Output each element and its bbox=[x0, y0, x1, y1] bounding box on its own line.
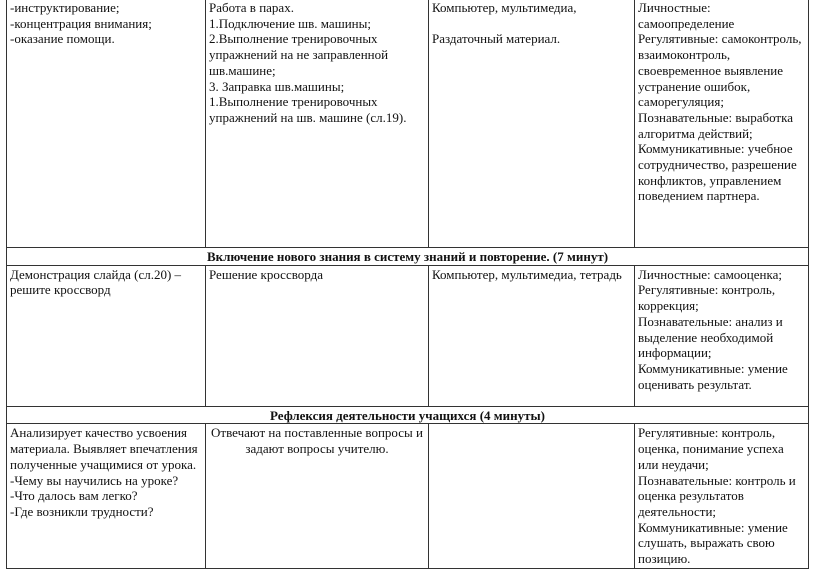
lesson-plan-table bbox=[6, 0, 809, 569]
student-activity-cell bbox=[206, 424, 429, 568]
teacher-activity-cell: Анализирует качество усвоения материала. Выявляет впечатления полученные учащимися от урока. -Чему вы научились на уроке? -Что далось вам легко? -Где возникли трудности? bbox=[7, 424, 206, 568]
results-cell: Регулятивные: контроль, оценка, понимание успеха или неудачи; Познавательные: контроль и оценка результатов деятельности; Коммуникативные: умение слушать, выражать свою позицию. bbox=[635, 424, 809, 568]
section-title: Включение нового знания в систему знаний и повторение. (7 минут) bbox=[7, 248, 809, 266]
student-activity-text: Отвечают на поставленные вопросы и задают вопросы учителю. bbox=[211, 425, 423, 457]
resources-cell: Компьютер, мультимедиа, тетрадь bbox=[429, 265, 635, 406]
section-header-row bbox=[7, 406, 809, 424]
resources-cell bbox=[429, 424, 635, 568]
teacher-activity-cell: -инструктирование; -концентрация внимания; -оказание помощи. bbox=[7, 0, 206, 248]
table-row bbox=[7, 0, 809, 248]
student-activity-cell: Решение кроссворда bbox=[206, 265, 429, 406]
section-title: Рефлексия деятельности учащихся (4 минуты) bbox=[7, 406, 809, 424]
results-cell: Личностные: самоопределение Регулятивные: самоконтроль, взаимоконтроль, своевременное выявление устранение ошибок, саморегуляция; Познавательные: выработка алгоритма действий; Коммуникативные: учебное сотрудничество, разрешение конфликтов, управлением поведением партнера. bbox=[635, 0, 809, 248]
resources-cell: Компьютер, мультимедиа, Раздаточный материал. bbox=[429, 0, 635, 248]
student-activity-cell: Работа в парах. 1.Подключение шв. машины; 2.Выполнение тренировочных упражнений на не заправленной шв.машине; 3. Заправка шв.машины; 1.Выполнение тренировочных упражнений на шв. машине (сл.19). bbox=[206, 0, 429, 248]
table-row bbox=[7, 265, 809, 406]
table-row bbox=[7, 424, 809, 568]
results-cell: Личностные: самооценка; Регулятивные: контроль, коррекция; Познавательные: анализ и выделение необходимой информации; Коммуникативные: умение оценивать результат. bbox=[635, 265, 809, 406]
section-header-row bbox=[7, 248, 809, 266]
teacher-activity-cell: Демонстрация слайда (сл.20) – решите кроссворд bbox=[7, 265, 206, 406]
